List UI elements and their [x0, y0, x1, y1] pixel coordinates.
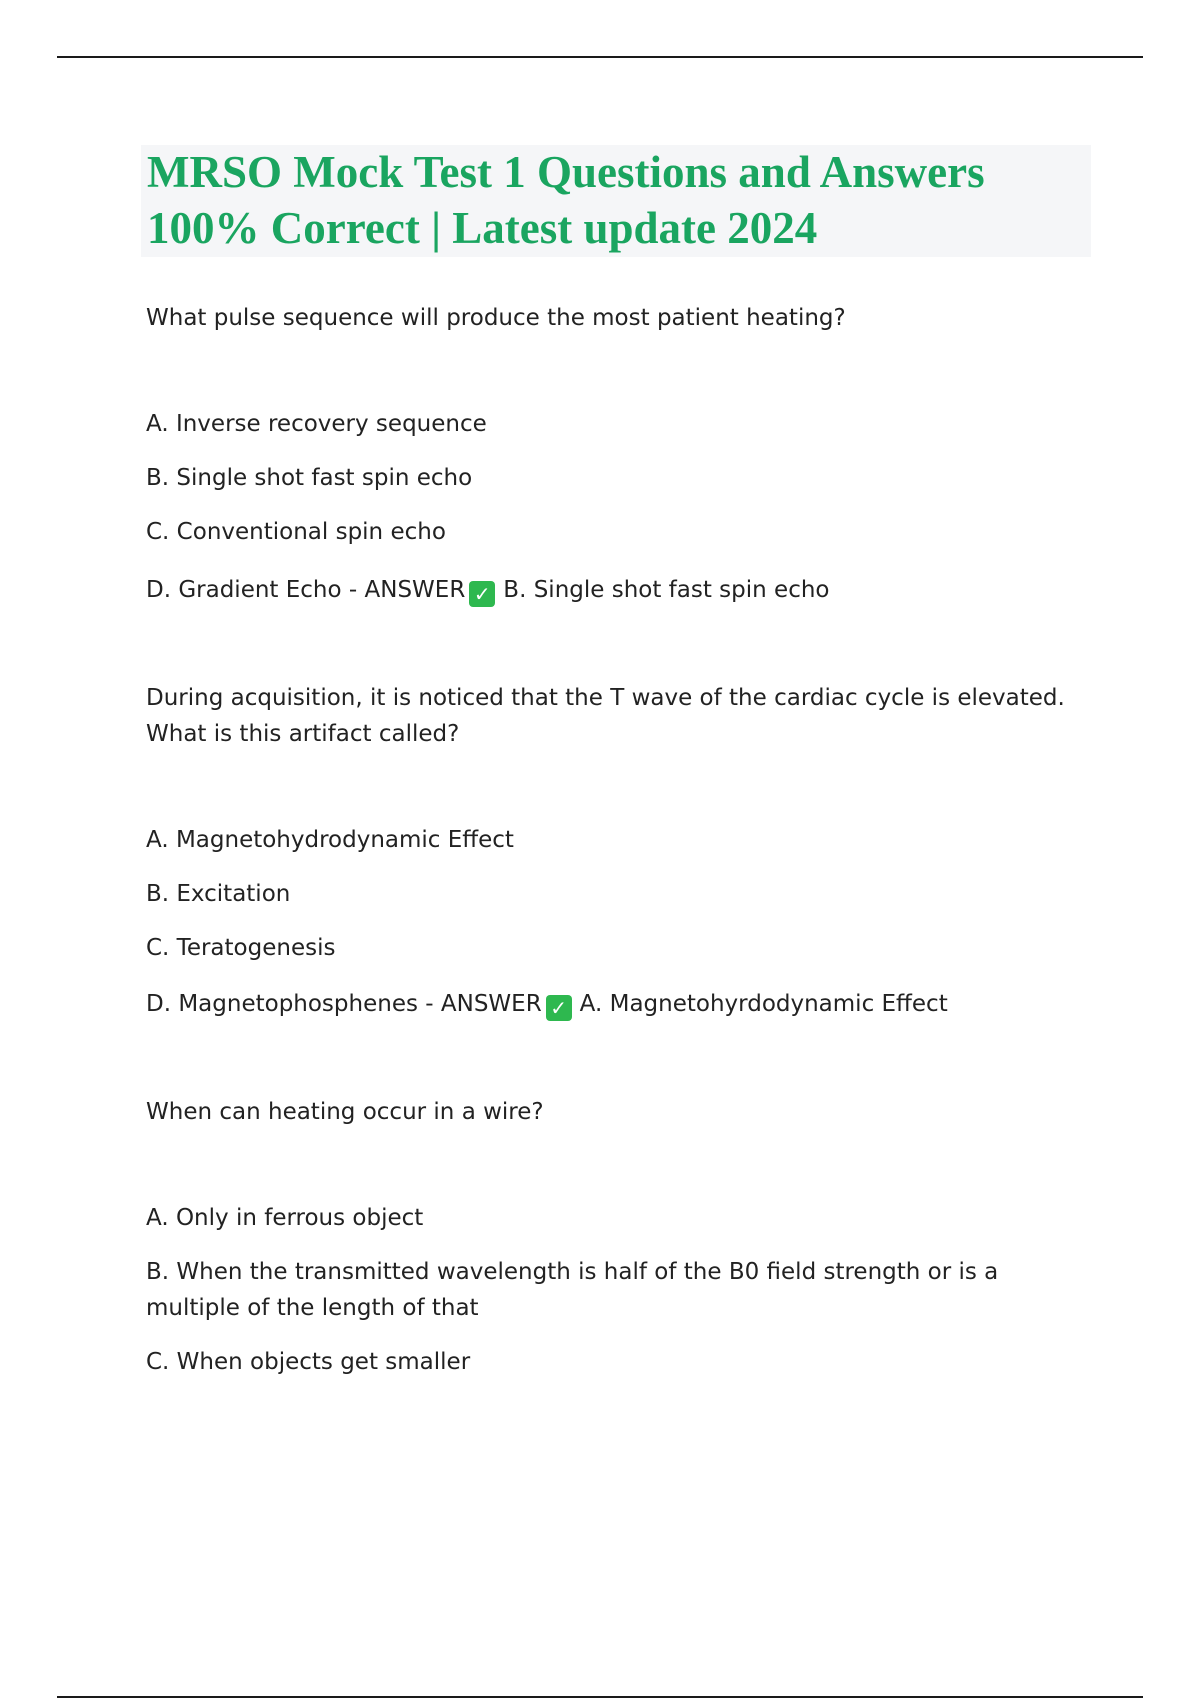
top-rule: [57, 56, 1143, 58]
question-3: When can heating occur in a wire?: [146, 1099, 544, 1125]
document-title: [147, 144, 1087, 256]
q2-answer: A. Magnetohyrdodynamic Effect: [579, 991, 948, 1017]
q2-option-c: C. Teratogenesis: [146, 935, 336, 961]
question-1: What pulse sequence will produce the most patient heating?: [146, 305, 846, 331]
title-line-1: MRSO Mock Test 1 Questions and Answers: [147, 147, 985, 197]
q2-option-d-text: D. Magnetophosphenes - ANSWER: [146, 991, 542, 1017]
question-2-line-1: During acquisition, it is noticed that the T wave of the cardiac cycle is elevated.: [146, 685, 1065, 711]
title-line-2: 100% Correct | Latest update 2024: [147, 203, 818, 253]
q1-option-d-text: D. Gradient Echo - ANSWER: [146, 577, 466, 603]
q3-option-b: B. When the transmitted wavelength is half of the B0 field strength or is a multiple of the length of that: [146, 1259, 999, 1321]
q1-option-a: A. Inverse recovery sequence: [146, 411, 487, 437]
q1-option-d: [146, 572, 830, 608]
check-mark-icon: ✓: [546, 995, 572, 1021]
q1-option-c: C. Conventional spin echo: [146, 519, 446, 545]
q2-option-a: A. Magnetohydrodynamic Effect: [146, 827, 514, 853]
check-mark-icon: ✓: [469, 581, 495, 607]
bottom-rule: [57, 1696, 1143, 1698]
q1-answer: B. Single shot fast spin echo: [503, 577, 830, 603]
q3-option-a: A. Only in ferrous object: [146, 1205, 424, 1231]
q2-option-b: B. Excitation: [146, 881, 291, 907]
q1-option-b: B. Single shot fast spin echo: [146, 465, 473, 491]
q3-option-c: C. When objects get smaller: [146, 1349, 471, 1375]
question-2-line-2: What is this artifact called?: [146, 721, 460, 747]
q2-option-d: [146, 986, 948, 1022]
